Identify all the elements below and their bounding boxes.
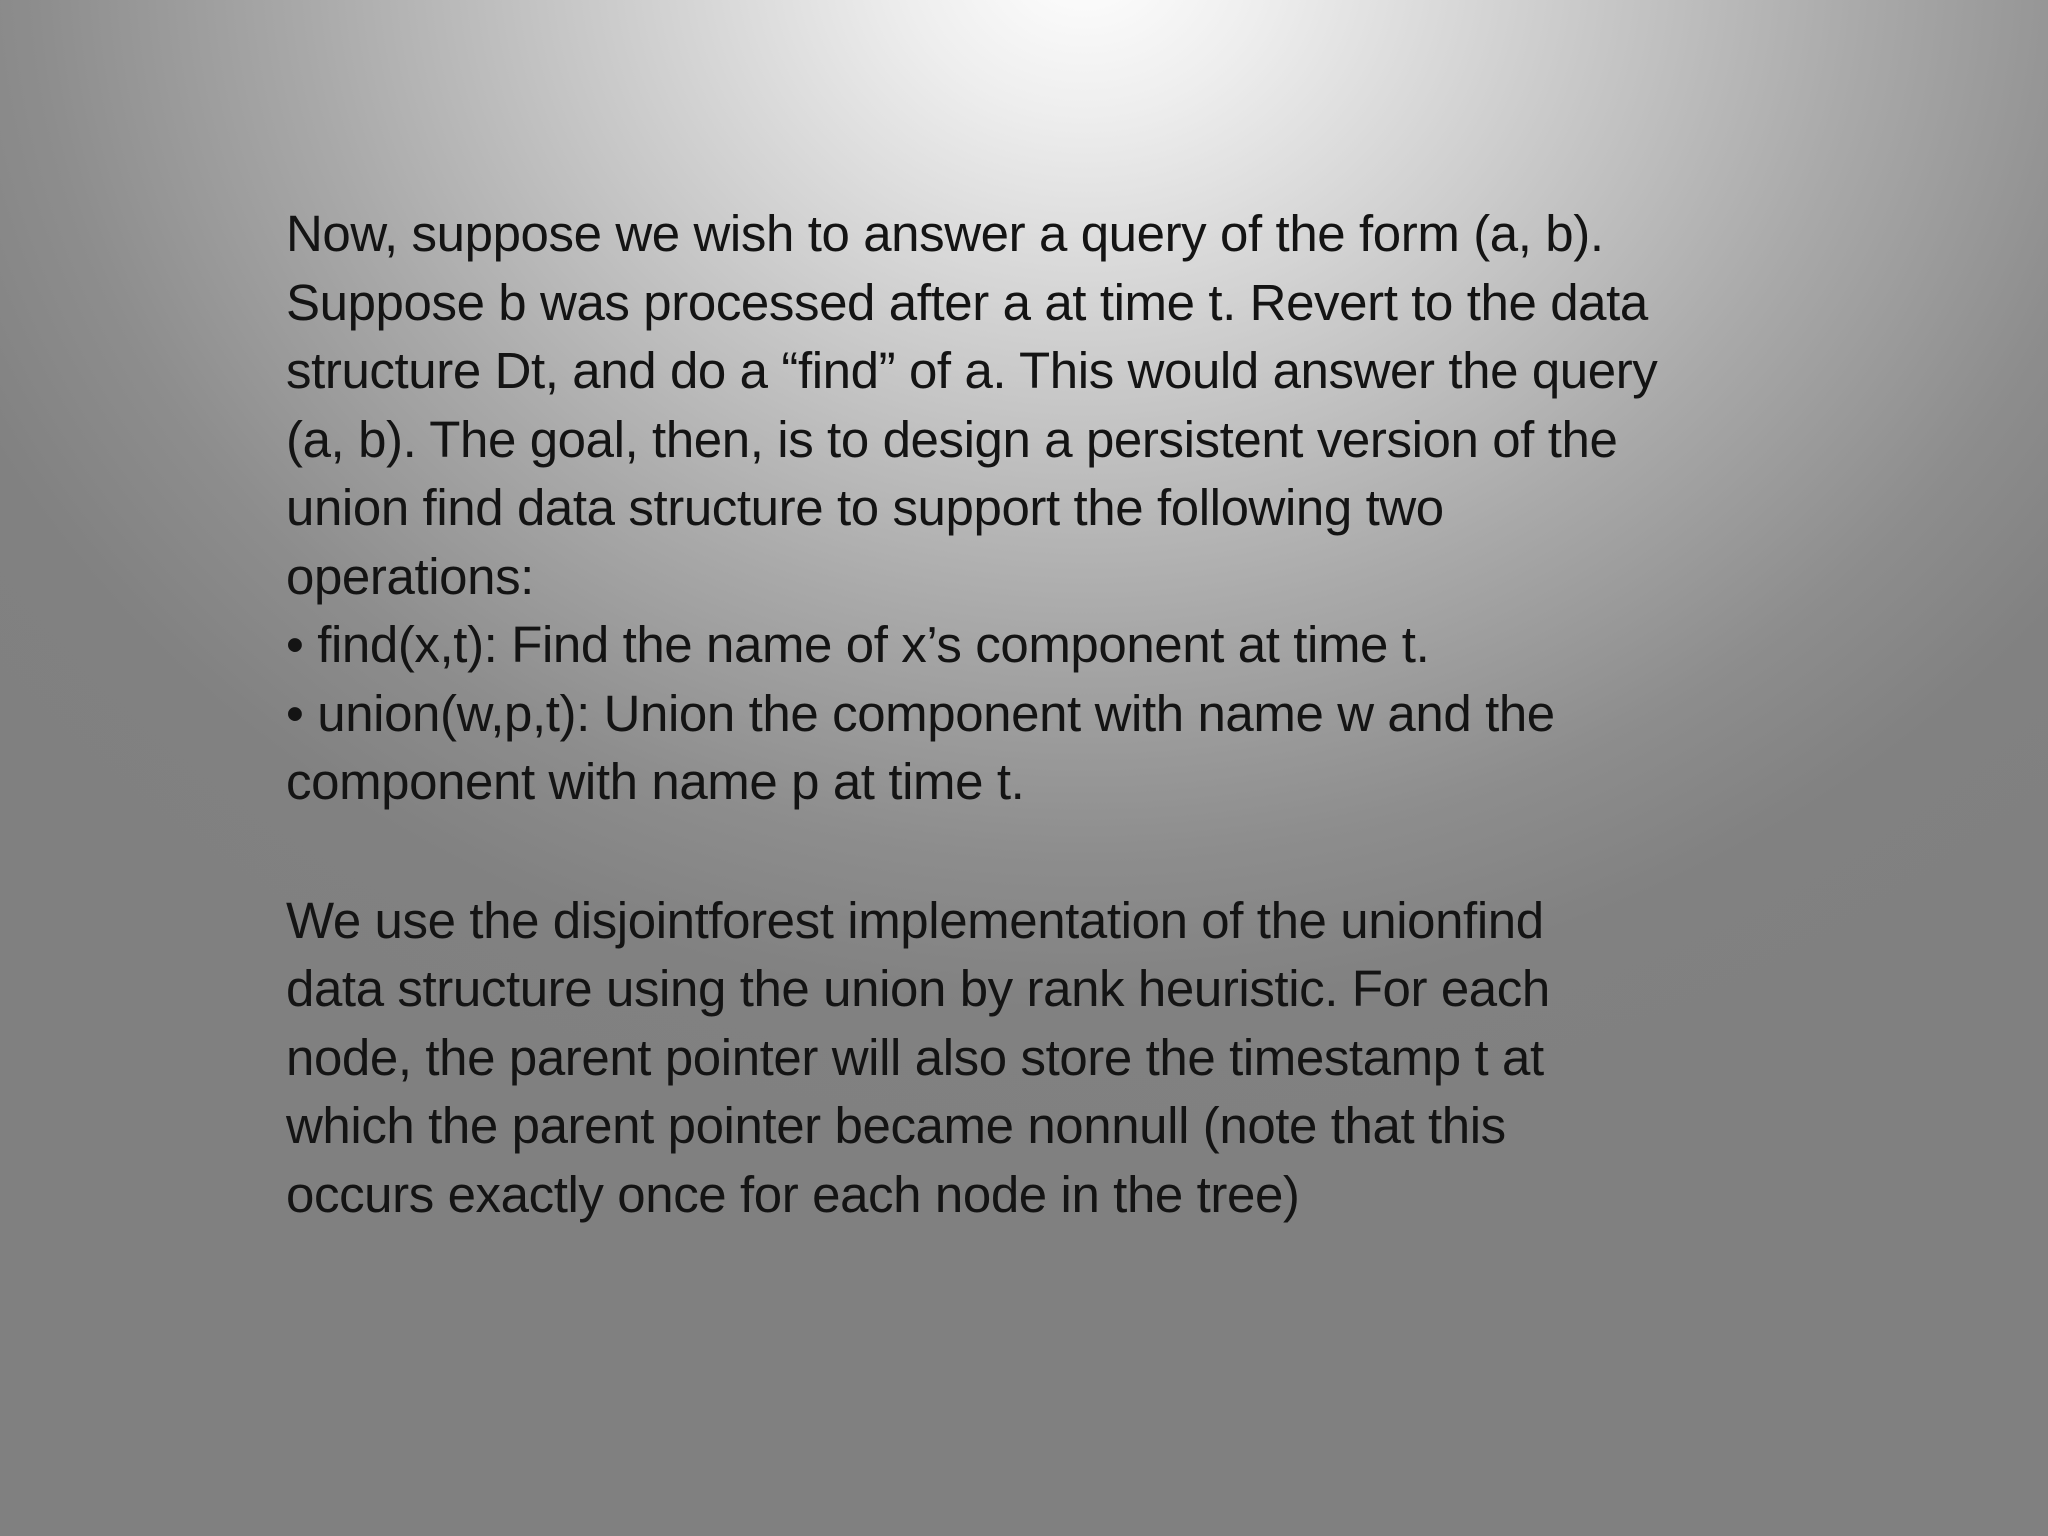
bullet-union: • union(w,p,t): Union the component with name w and the [286, 684, 1555, 742]
text-line: union find data structure to support the following two [286, 479, 1444, 536]
text-line: structure Dt, and do a “find” of a. This would answer the query [286, 342, 1658, 399]
bullet-find: • find(x,t): Find the name of x’s component at time t. [286, 616, 1430, 673]
paragraph-implementation [286, 887, 1786, 1230]
text-line: We use the disjointforest implementation of the unionfind [286, 891, 1544, 949]
text-line: which the parent pointer became nonnull (note that this [286, 1097, 1506, 1154]
text-line: data structure using the union by rank heuristic. For each [286, 960, 1550, 1017]
text-line: component with name p at time t. [286, 753, 1025, 810]
slide-body [286, 200, 1786, 1229]
text-line: occurs exactly once for each node in the tree) [286, 1165, 1300, 1223]
text-line: node, the parent pointer will also store the timestamp t at [286, 1028, 1544, 1086]
paragraph-spacer [286, 817, 1786, 887]
paragraph-problem-statement [286, 200, 1786, 817]
text-line: (a, b). The goal, then, is to design a persistent version of the [286, 410, 1618, 468]
text-line: Suppose b was processed after a at time t. Revert to the data [286, 273, 1648, 331]
text-line: operations: [286, 547, 534, 605]
text-line: Now, suppose we wish to answer a query of the form (a, b). [286, 205, 1604, 262]
